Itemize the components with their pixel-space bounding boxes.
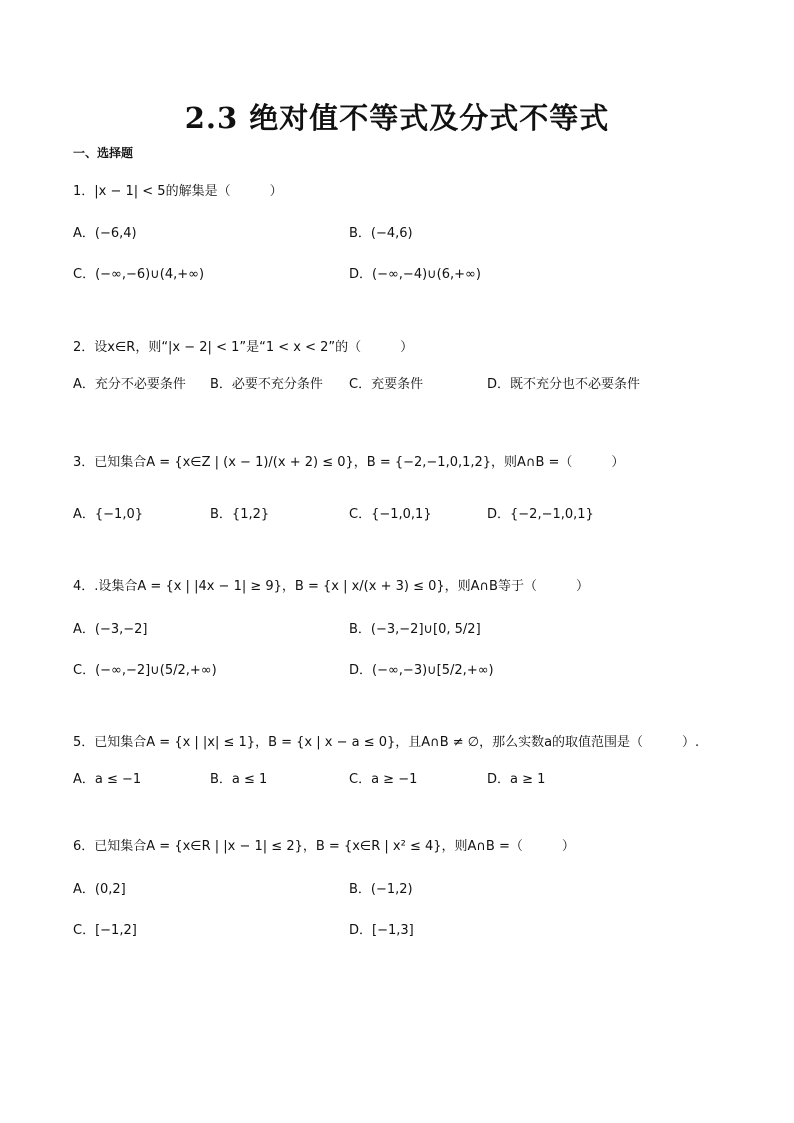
question-6-option-c: C．[−1,2] xyxy=(73,923,137,938)
question-2-stem: 2．设x∈R，则“|x − 2| < 1”是“1 < x < 2”的（ ） xyxy=(73,340,414,355)
section-heading: 一、选择题 xyxy=(73,146,134,160)
question-2-option-a: A．充分不必要条件 xyxy=(73,377,186,392)
question-5-option-b: B．a ≤ 1 xyxy=(210,772,268,787)
question-2-option-d: D．既不充分也不必要条件 xyxy=(487,377,641,392)
question-3-option-b: B．{1,2} xyxy=(210,507,270,522)
question-4-option-b: B．(−3,−2]∪[0, 5/2] xyxy=(349,622,481,637)
question-1-option-b: B．(−4,6) xyxy=(349,226,413,241)
question-1-stem: 1．|x − 1| < 5的解集是（ ） xyxy=(73,184,283,199)
question-6-stem: 6．已知集合A = {x∈R | |x − 1| ≤ 2}，B = {x∈R | x² ≤ 4}，则A∩B =（ ） xyxy=(73,839,575,854)
page-title: 2.3 绝对值不等式及分式不等式 xyxy=(184,101,610,135)
question-4-option-d: D．(−∞,−3)∪[5/2,+∞) xyxy=(349,663,494,678)
question-6-option-d: D．[−1,3] xyxy=(349,923,414,938)
question-5-stem: 5．已知集合A = {x | |x| ≤ 1}，B = {x | x − a ≤ 0}，且A∩B ≠ ∅，那么实数a的取值范围是（ ）. xyxy=(73,735,700,750)
question-3-option-a: A．{−1,0} xyxy=(73,507,144,522)
question-1-option-a: A．(−6,4) xyxy=(73,226,137,241)
question-6-option-a: A．(0,2] xyxy=(73,882,126,897)
question-1-option-c: C．(−∞,−6)∪(4,+∞) xyxy=(73,267,205,282)
question-1-option-d: D．(−∞,−4)∪(6,+∞) xyxy=(349,267,481,282)
question-3-option-c: C．{−1,0,1} xyxy=(349,507,432,522)
question-4-stem: 4．.设集合A = {x | |4x − 1| ≥ 9}，B = {x | x/(x + 3) ≤ 0}，则A∩B等于（ ） xyxy=(73,579,589,594)
question-3-option-d: D．{−2,−1,0,1} xyxy=(487,507,594,522)
question-6-option-b: B．(−1,2) xyxy=(349,882,413,897)
question-4-option-a: A．(−3,−2] xyxy=(73,622,148,637)
question-3-stem: 3．已知集合A = {x∈Z | (x − 1)/(x + 2) ≤ 0}，B = {−2,−1,0,1,2}，则A∩B =（ ） xyxy=(73,455,625,470)
question-5-option-d: D．a ≥ 1 xyxy=(487,772,546,787)
question-4-option-c: C．(−∞,−2]∪(5/2,+∞) xyxy=(73,663,217,678)
question-5-option-c: C．a ≥ −1 xyxy=(349,772,418,787)
question-2-option-b: B．必要不充分条件 xyxy=(210,377,323,392)
question-5-option-a: A．a ≤ −1 xyxy=(73,772,142,787)
question-2-option-c: C．充要条件 xyxy=(349,377,424,392)
